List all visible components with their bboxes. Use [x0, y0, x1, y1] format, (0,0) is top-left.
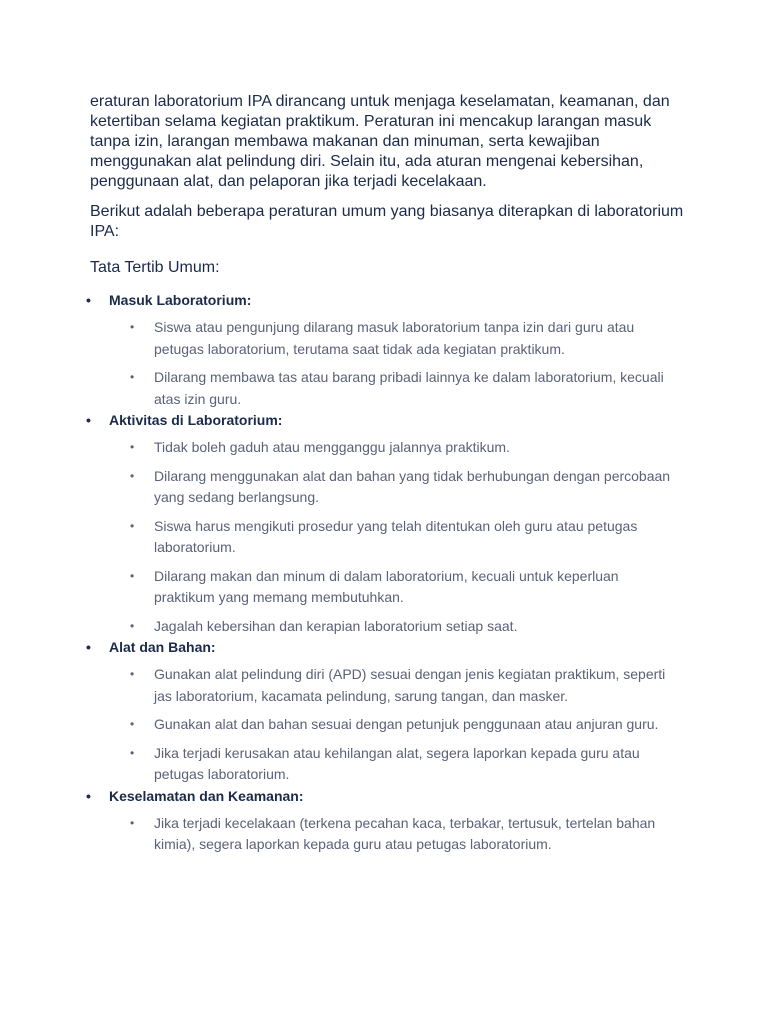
bullet-icon: •	[86, 292, 91, 308]
intro-paragraph-2: Berikut adalah beberapa peraturan umum yang biasanya diterapkan di laboratorium IPA:	[90, 203, 684, 240]
rules-heading: Tata Tertib Umum:	[90, 259, 220, 276]
section-title: Masuk Laboratorium:	[109, 292, 252, 308]
bullet-icon: •	[130, 745, 135, 760]
bullet-icon: •	[130, 618, 135, 633]
bullet-icon: •	[130, 370, 135, 384]
bullet-icon: •	[86, 639, 91, 655]
rule-item-text: Tidak boleh gaduh atau mengganggu jalannya praktikum.	[154, 439, 510, 455]
rule-item	[90, 813, 678, 856]
rule-items	[90, 317, 690, 410]
rule-item	[90, 516, 678, 559]
bullet-icon: •	[130, 667, 135, 681]
rule-item	[90, 367, 678, 410]
rule-item-text: Jagalah kebersihan dan kerapian laboratorium setiap saat.	[154, 617, 518, 634]
rule-item	[90, 616, 678, 638]
rule-item	[90, 466, 678, 509]
rule-item	[90, 317, 678, 360]
bullet-icon: •	[130, 440, 135, 454]
bullet-icon: •	[130, 568, 135, 583]
rule-item-text: Dilarang menggunakan alat dan bahan yang tidak berhubungan dengan percobaan yang sedang berlangsung.	[154, 467, 671, 505]
bullet-icon: •	[86, 787, 91, 804]
section-title: Aktivitas di Laboratorium:	[109, 412, 283, 428]
rule-item-text: Dilarang makan dan minum di dalam laboratorium, kecuali untuk keperluan praktikum yang memang membutuhkan.	[154, 567, 619, 605]
bullet-icon: •	[86, 412, 91, 428]
rule-item-text: Dilarang membawa tas atau barang pribadi lainnya ke dalam laboratorium, kecuali atas izin guru.	[154, 369, 664, 407]
rule-items	[90, 813, 690, 856]
rule-item	[90, 664, 678, 707]
section-title: Alat dan Bahan:	[109, 639, 216, 655]
rule-items	[90, 437, 690, 637]
rule-item-text: Jika terjadi kecelakaan (terkena pecahan kaca, terbakar, tertusuk, tertelan bahan kimia), segera laporkan kepada guru atau petugas laboratorium.	[154, 814, 656, 852]
rule-item-text: Jika terjadi kerusakan atau kehilangan alat, segera laporkan kepada guru atau petugas laboratorium.	[154, 744, 640, 782]
rule-items	[90, 664, 690, 786]
bullet-icon: •	[130, 815, 135, 830]
rule-item-text: Gunakan alat dan bahan sesuai dengan petunjuk penggunaan atau anjuran guru.	[154, 716, 659, 732]
section-title-wrapper	[86, 786, 690, 806]
rule-item	[90, 714, 678, 736]
rule-item	[90, 437, 678, 459]
rule-item	[90, 566, 678, 609]
bullet-icon: •	[130, 468, 135, 483]
rule-section	[86, 637, 690, 786]
section-title: Keselamatan dan Keamanan:	[109, 787, 304, 804]
section-title-wrapper	[86, 410, 690, 430]
rule-section	[86, 786, 690, 856]
rule-item-text: Siswa atau pengunjung dilarang masuk laboratorium tanpa izin dari guru atau petugas laboratorium, terutama saat tidak ada kegiatan praktikum.	[154, 319, 635, 357]
rule-section	[86, 290, 690, 410]
bullet-icon: •	[130, 518, 135, 533]
rules-list	[86, 290, 690, 856]
bullet-icon: •	[130, 717, 135, 731]
section-title-wrapper	[86, 637, 690, 657]
intro-paragraph: eraturan laboratorium IPA dirancang untuk menjaga keselamatan, keamanan, dan ketertiban selama kegiatan praktikum. Peraturan ini mencakup larangan masuk tanpa izin, larangan membawa makanan dan minuman, serta kewajiban menggunakan alat pelindung diri. Selain itu, ada aturan mengenai kebersihan, penggunaan alat, dan pelaporan jika terjadi kecelakaan.	[90, 93, 670, 190]
rule-item	[90, 743, 678, 786]
section-title-wrapper	[86, 290, 690, 310]
rule-section	[86, 410, 690, 637]
document-body	[86, 92, 690, 856]
bullet-icon: •	[130, 320, 135, 334]
rule-item-text: Siswa harus mengikuti prosedur yang telah ditentukan oleh guru atau petugas laboratorium.	[154, 517, 638, 555]
rule-item-text: Gunakan alat pelindung diri (APD) sesuai dengan jenis kegiatan praktikum, seperti jas laboratorium, kacamata pelindung, sarung tangan, dan masker.	[154, 666, 666, 704]
